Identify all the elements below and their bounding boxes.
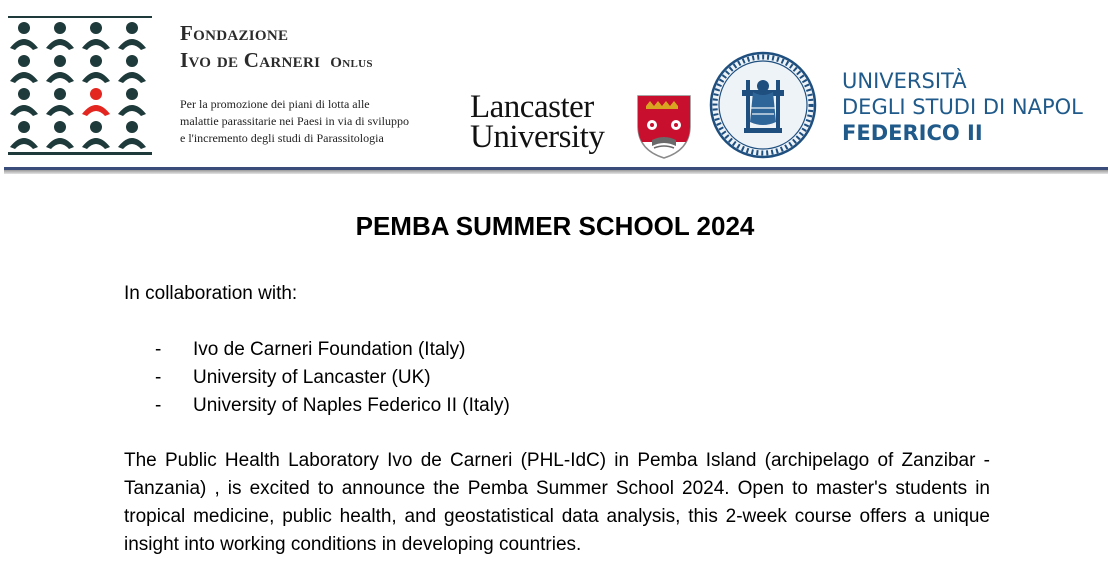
person-figure-head xyxy=(54,22,66,34)
person-figure-body xyxy=(82,72,110,83)
mission-line: e l'incremento degli studi di Parassitologia xyxy=(180,131,384,145)
person-figure-head xyxy=(126,55,138,67)
person-figure-body xyxy=(82,39,110,50)
person-figure-head xyxy=(90,88,102,100)
logo-topline xyxy=(8,16,152,18)
document-title: PEMBA SUMMER SCHOOL 2024 xyxy=(355,211,755,241)
lancaster-wordmark xyxy=(470,89,605,155)
person-figure-head xyxy=(18,55,30,67)
person-figure-body xyxy=(46,138,74,149)
letterhead xyxy=(0,0,1110,180)
partner-name: Ivo de Carneri Foundation (Italy) xyxy=(193,339,466,360)
napoli-line1: UNIVERSITÀ xyxy=(842,69,967,93)
list-bullet: - xyxy=(155,339,162,360)
person-figure-head xyxy=(18,88,30,100)
lancaster-line2: University xyxy=(470,119,605,155)
person-figure-head xyxy=(90,22,102,34)
person-figure-body xyxy=(46,39,74,50)
napoli-wordmark xyxy=(842,68,1083,146)
napoli-line3: FEDERICO II xyxy=(842,121,983,145)
person-figure-body xyxy=(10,105,38,116)
person-figure-head xyxy=(54,55,66,67)
person-figure-body xyxy=(46,105,74,116)
person-figure-body xyxy=(82,105,110,116)
people-grid-logo-icon xyxy=(4,16,154,156)
person-figure-head xyxy=(126,121,138,133)
logo-baseline xyxy=(8,152,152,155)
person-figure-body xyxy=(10,138,38,149)
person-figure-body xyxy=(118,39,146,50)
person-figure-body xyxy=(118,72,146,83)
foundation-name-line1: Fondazione xyxy=(180,21,289,45)
lancaster-crest-icon xyxy=(634,92,694,162)
person-figure-head xyxy=(18,121,30,133)
mission-line: malattie parassitarie nei Paesi in via di sviluppo xyxy=(180,114,409,128)
foundation-name-line2: Ivo de Carneri xyxy=(180,48,321,72)
description-paragraph: The Public Health Laboratory Ivo de Carneri (PHL-IdC) in Pemba Island (archipelago of Zanzibar -Tanzania) , is excited to announce the Pemba Summer School 2024. Open to master's students in tropical medicine, public health, and geostatistical data analysis, this 2-week course offers a unique insight into working conditions in developing countries. xyxy=(124,450,990,555)
person-figure-head xyxy=(126,88,138,100)
person-figure-head xyxy=(90,55,102,67)
person-figure-body xyxy=(118,138,146,149)
partner-name: University of Lancaster (UK) xyxy=(193,367,431,388)
person-figure-body xyxy=(10,39,38,50)
foundation-mission xyxy=(180,96,409,147)
person-figure-body xyxy=(10,72,38,83)
person-figure-head xyxy=(54,121,66,133)
list-bullet: - xyxy=(155,395,162,416)
napoli-line2: DEGLI STUDI DI NAPOL xyxy=(842,95,1083,119)
foundation-onlus: Onlus xyxy=(330,55,373,71)
person-figure-head xyxy=(90,121,102,133)
person-figure-head xyxy=(54,88,66,100)
person-figure-body xyxy=(46,72,74,83)
partner-name: University of Naples Federico II (Italy) xyxy=(193,395,510,416)
person-figure-head xyxy=(126,22,138,34)
list-bullet: - xyxy=(155,367,162,388)
lancaster-line1: Lancaster xyxy=(470,89,594,125)
header-divider-shadow xyxy=(4,170,1108,174)
collaboration-intro: In collaboration with: xyxy=(124,283,298,304)
person-figure-body xyxy=(82,138,110,149)
person-figure-body xyxy=(118,105,146,116)
mission-line: Per la promozione dei piani di lotta alle xyxy=(180,97,370,111)
foundation-name xyxy=(180,20,373,77)
foundation-name-line2-wrap xyxy=(180,47,373,77)
university-seal-icon xyxy=(708,50,818,160)
person-figure-head xyxy=(18,22,30,34)
